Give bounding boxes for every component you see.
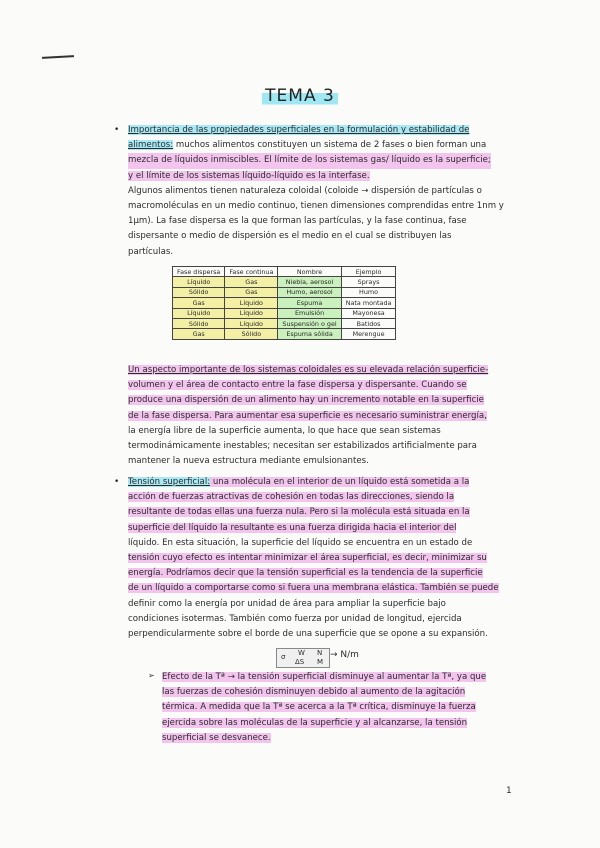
table-row: Gas Sólido Espuma sólida Merengue <box>173 329 396 339</box>
table-header: Fase continua <box>225 267 278 277</box>
subsection-temperatura: Efecto de la Tª → la tensión superficial disminuye al aumentar la Tª, ya que las fuerzas de cohesión disminuyen debido al aumento de la agitación térmica. A medida que la Tª se acerca a la Tª crítica, disminuye la fuerza ejercida sobre las moléculas de la superficie y al alcanzarse, la tensión superficial se desvanece. <box>162 672 487 743</box>
table-row: Líquido Gas Niebla, aerosol Sprays <box>173 277 396 287</box>
table-row: Sólido Gas Humo, aerosol Humo <box>173 287 396 297</box>
table-header: Fase dispersa <box>173 267 225 277</box>
paragraph-coloides: Un aspecto importante de los sistemas coloidales es su elevada relación superficie- volumen y el área de contacto entre la fase dispersa y dispersante. Cuando se produce una dispersión de un alimento hay un incremento notable en la superficie de la fase dispersa. Para aumentar esa superficie es necesario suministrar energía, la energía libre de la superficie aumenta, lo que hace que sean sistemas termodinámicamente inestables; necesitan ser estabilizados artificialmente para mantener la nueva estructura mediante emulsionantes. <box>128 365 489 467</box>
table-header: Ejemplo <box>341 267 396 277</box>
section-heading: Tensión superficial: <box>128 477 211 487</box>
table-header: Nombre <box>278 267 341 277</box>
page-title: TEMA 3 <box>0 86 600 106</box>
arrow-bullet-icon: ➢ <box>148 671 155 680</box>
bullet: • <box>114 125 120 135</box>
section-importancia: Importancia de las propiedades superficiales en la formulación y estabilidad de alimentos: muchos alimentos constituyen un sistema de 2 fases o bien forman una mezcla de líquidos inmiscibles. El límite de los sistemas gas/ líquido es la superficie; y el límite de los sistemas líquido-líquido es la interfase. Algunos alimentos tienen naturaleza coloidal (coloide → dispersión de partículas o macromoléculas en un medio continuo, tienen dimensiones comprendidas entre 1nm y 1µm). La fase dispersa es la que forman las partículas, y la fase continua, fase dispersante o medio de dispersión es el medio en el cual se distribuyen las partículas. <box>128 125 504 257</box>
bullet: • <box>114 477 120 487</box>
colloid-table <box>172 266 396 340</box>
page-number: 1 <box>506 786 512 796</box>
surface-tension-formula: σ W ΔS N M <box>276 648 330 668</box>
unit-label: → N/m <box>330 650 359 660</box>
section-tension: Tensión superficial: una molécula en el interior de un líquido está sometida a la acción de fuerzas atractivas de cohesión en todas las direcciones, siendo la resultante de todas ellas una fuerza nula. Pero si la molécula está situada en la superficie del líquido la resultante es una fuerza dirigida hacia el interior del líquido. En esta situación, la superficie del líquido se encuentra en un estado de tensión cuyo efecto es intentar minimizar el área superficial, es decir, minimizar su energía. Podríamos decir que la tensión superficial es la tendencia de la superficie de un líquido a comportarse como si fuera una membrana elástica. También se puede definir como la energía por unidad de área para ampliar la superficie bajo condiciones isotermas. También como fuerza por unidad de longitud, ejercida perpendicularmente sobre el borde de una superficie que se opone a su expansión. <box>128 477 499 640</box>
pen-mark <box>42 55 74 59</box>
section-heading: Importancia de las propiedades superficiales en la formulación y estabilidad de <box>128 125 470 135</box>
table-row: Gas Líquido Espuma Nata montada <box>173 298 396 308</box>
table-row: Sólido Líquido Suspensión o gel Batidos <box>173 318 396 328</box>
table-row: Líquido Líquido Emulsión Mayonesa <box>173 308 396 318</box>
